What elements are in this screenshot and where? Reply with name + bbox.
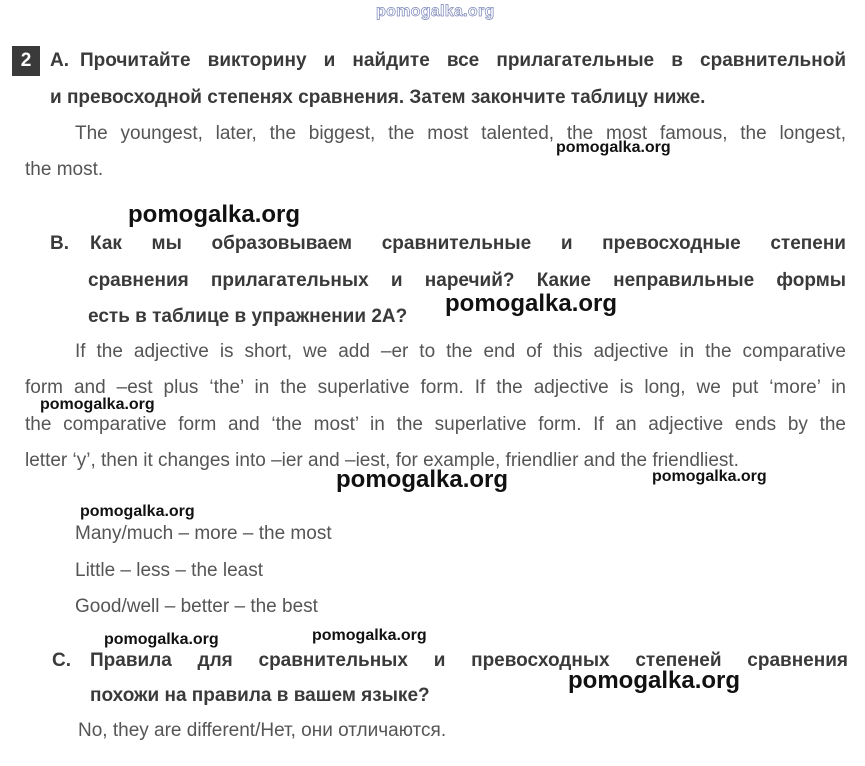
watermark-text: pomogalka.org <box>128 201 301 228</box>
irregular-form-item: Many/much – more – the most <box>75 523 332 544</box>
watermark-text: pomogalka.org <box>312 627 427 644</box>
watermark-text: pomogalka.org <box>568 667 741 694</box>
header-watermark: pomogalka.org <box>376 3 495 20</box>
part-a-heading-line2: и превосходной степенях сравнения. Затем закончите таблицу ниже. <box>50 87 706 108</box>
exercise-number-badge: 2 <box>12 46 40 76</box>
part-b-answer-line3: the comparative form and ‘the most’ in the superlative form. If an adjective ends by the <box>25 414 846 435</box>
irregular-form-item: Good/well – better – the best <box>75 596 318 617</box>
part-b-answer-line1: If the adjective is short, we add –er to the end of this adjective in the comparative <box>75 341 846 362</box>
watermark-text: pomogalka.org <box>445 290 618 317</box>
watermark-text: pomogalka.org <box>80 503 195 520</box>
part-b-heading-line2: сравнения прилагательных и наречий? Какие неправильные формы <box>88 270 846 291</box>
part-c-heading-line1: Правила для сравнительных и превосходных степеней сравнения <box>90 650 848 671</box>
part-b-answer-line4: letter ‘y’, then it changes into –ier and –iest, for example, friendlier and the friendliest. <box>25 450 739 471</box>
watermark-text: pomogalka.org <box>652 468 767 485</box>
watermark-text: pomogalka.org <box>40 396 155 413</box>
part-c-heading-line2: похожи на правила в вашем языке? <box>90 685 430 706</box>
part-b-heading-line3: есть в таблице в упражнении 2A? <box>88 306 408 327</box>
part-c-answer: No, they are different/Нет, они отличаются. <box>78 720 447 741</box>
part-a-letter: A. <box>50 50 69 71</box>
part-a-answer-line1: The youngest, later, the biggest, the most talented, the most famous, the longest, <box>75 123 846 144</box>
watermark-text: pomogalka.org <box>556 139 671 156</box>
part-b-heading-line1: Как мы образовываем сравнительные и превосходные степени <box>90 233 846 254</box>
watermark-text: pomogalka.org <box>336 466 509 493</box>
part-b-letter: B. <box>50 233 69 254</box>
part-c-letter: C. <box>52 650 71 671</box>
part-b-answer-line2: form and –est plus ‘the’ in the superlative form. If the adjective is long, we put ‘more’ in <box>25 377 846 398</box>
part-a-heading-line1: Прочитайте викторину и найдите все прилагательные в сравнительной <box>80 50 846 71</box>
irregular-form-item: Little – less – the least <box>75 560 263 581</box>
part-a-answer-line2: the most. <box>25 159 104 180</box>
watermark-text: pomogalka.org <box>104 631 219 648</box>
